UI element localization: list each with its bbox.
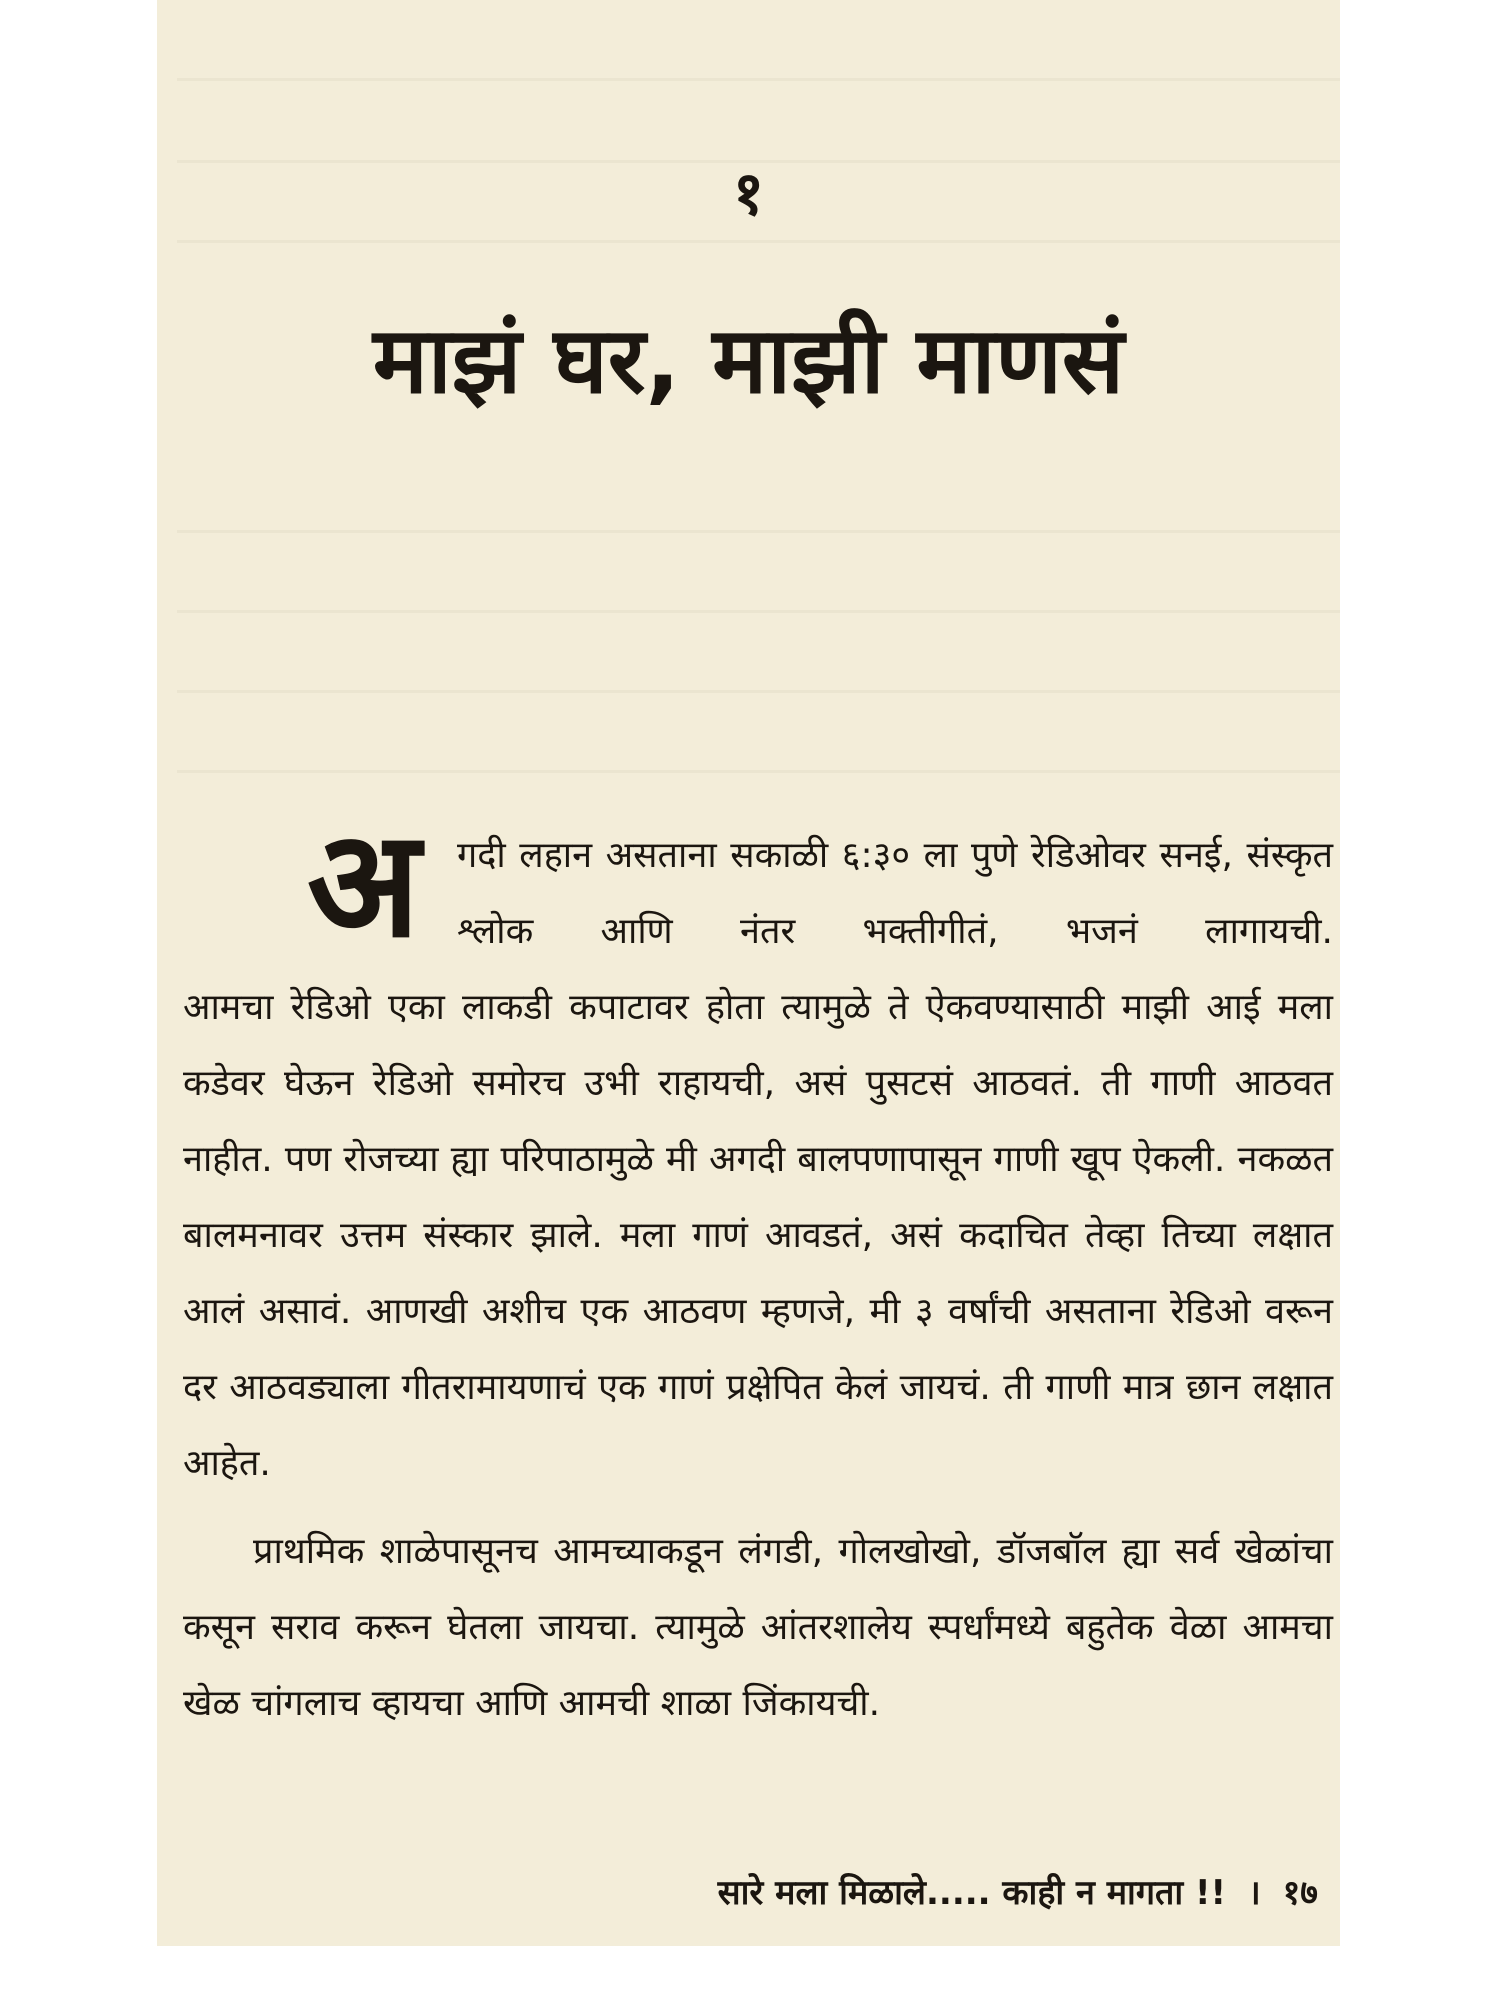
chapter-number: १ [732, 159, 765, 229]
paragraph-2: प्राथमिक शाळेपासूनच आमच्याकडून लंगडी, गोलखोखो, डॉजबॉल ह्या सर्व खेळांचा कसून सराव करून घेतला जायचा. त्यामुळे आंतरशालेय स्पर्धांमध्ये बहुतेक वेळा आमचा खेळ चांगलाच व्हायचा आणि आमची शाळा जिंकायची. [183, 1531, 1333, 1724]
bleed-through-line [177, 690, 1340, 693]
bleed-through-line [177, 610, 1340, 613]
footer-separator: । [1247, 1873, 1261, 1913]
bleed-through-line [177, 770, 1340, 773]
bleed-through-line [177, 530, 1340, 533]
page-footer [718, 1868, 1318, 1914]
bleed-through-line [177, 78, 1340, 81]
drop-cap: अ [307, 798, 421, 970]
page-number: १७ [1282, 1873, 1318, 1913]
chapter-title: माझं घर, माझी माणसं [372, 307, 1125, 414]
footer-book-title: सारे मला मिळाले..... काही न मागता !! [717, 1873, 1227, 1913]
paragraph-1: आमचा रेडिओ एका लाकडी कपाटावर होता त्यामुळे ते ऐकवण्यासाठी माझी आई मला कडेवर घेऊन रेडिओ समोरच उभी राहायची, असं पुसटसं आठवतं. ती गाणी आठवत नाहीत. पण रोजच्या ह्या परिपाठामुळे मी अगदी बालपणापासून गाणी खूप ऐकली. नकळत बालमनावर उत्तम संस्कार झाले. मला गाणं आवडतं, असं कदाचित तेव्हा तिच्या लक्षात आलं असावं. आणखी अशीच एक आठवण म्हणजे, मी ३ वर्षांची असताना रेडिओ वरून दर आठवड्याला गीतरामायणाचं एक गाणं प्रक्षेपित केलं जायचं. ती गाणी मात्र छान लक्षात आहेत. [183, 987, 1333, 1484]
bleed-through-line [177, 240, 1340, 243]
book-page [157, 0, 1340, 1946]
paragraph-1-lead: गदी लहान असताना सकाळी ६:३० ला पुणे रेडिओवर सनई, संस्कृत श्लोक आणि नंतर भक्तीगीतं, भजनं लागायची. [457, 835, 1333, 952]
